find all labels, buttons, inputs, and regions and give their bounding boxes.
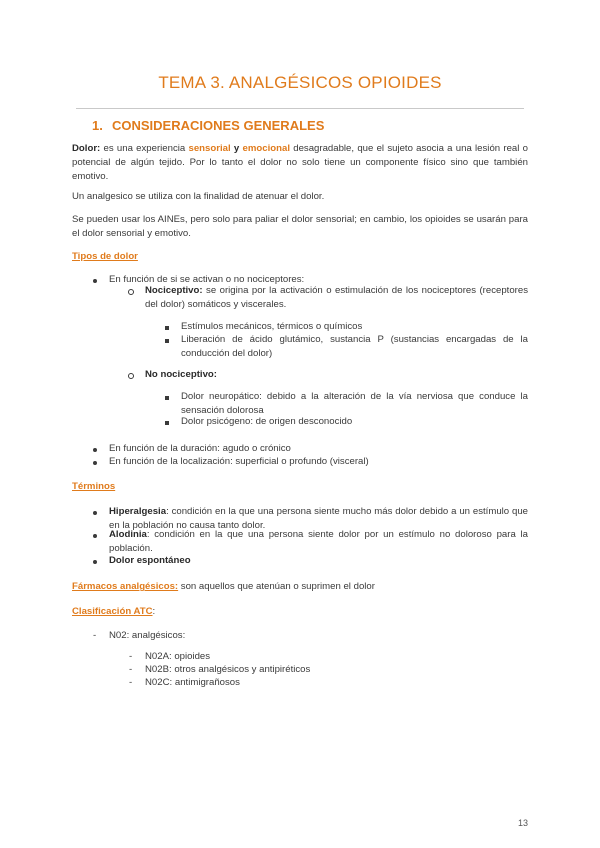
intro-paragraph-aines: Se pueden usar los AINEs, pero solo para paliar el dolor sensorial; en cambio, los opioides se usarán para el dolor sensorial y emotivo.: [72, 214, 528, 239]
bullet-dot: [93, 560, 97, 564]
hiperalgesia-label: Hiperalgesia: [109, 506, 167, 517]
section-heading: [92, 118, 324, 133]
atc-n02a: N02A: opioides: [145, 651, 211, 662]
dash-marker: -: [129, 677, 133, 688]
nociceptivo-text: se origina por la activación o estimulación de los nociceptores (receptores del dolor) somáticos y viscerales.: [145, 285, 528, 310]
no-nociceptivo-item: [145, 368, 528, 382]
no-nociceptivo-sub-psicogeno: Dolor psicógeno: de origen desconocido: [181, 416, 353, 427]
title-divider: [76, 108, 524, 109]
dolor-term: Dolor:: [72, 143, 101, 154]
page-number: 13: [518, 818, 529, 828]
tipos-item-localizacion: En función de la localización: superficial o profundo (visceral): [109, 456, 369, 467]
nociceptivo-sub-liberacion: Liberación de ácido glutámico, sustancia P (sustancias encargadas de la conducción del dolor): [181, 334, 528, 359]
nociceptivo-item: [145, 284, 528, 312]
hiperalgesia-text: : condición en la que una persona siente mucho más dolor debido a un estímulo que en la población no causa tanto dolor.: [109, 506, 528, 531]
dash-marker: -: [93, 630, 97, 641]
sensorial-term: sensorial: [188, 143, 231, 154]
bullet-square: [165, 421, 169, 425]
bullet-dot: [93, 448, 97, 452]
y-conj: y: [233, 143, 240, 154]
bullet-dot: [93, 534, 97, 538]
section-number: 1.: [92, 118, 103, 133]
farmacos-text: son aquellos que atenúan o suprimen el dolor: [180, 581, 375, 592]
intro-paragraph-dolor: [72, 142, 528, 184]
termino-dolor-espontaneo: [109, 554, 528, 568]
no-nociceptivo-sub-neuropatico: Dolor neuropático: debido a la alteración de la vía nerviosa que conduce la sensación dolorosa: [181, 391, 528, 416]
section-label: CONSIDERACIONES GENERALES: [112, 118, 325, 133]
alodinia-text: : condición en la que una persona siente dolor por un estímulo no doloroso para la población.: [109, 529, 528, 554]
bullet-dot: [93, 511, 97, 515]
bullet-dot: [93, 279, 97, 283]
no-nociceptivo-label: No nociceptivo:: [145, 369, 217, 380]
intro-text-b: desagradable, que el sujeto asocia a una lesión real o potencial de algún tejido. Por lo tanto el dolor no solo tiene un componente físico sino que también emotivo.: [72, 143, 528, 182]
farmacos-line: [72, 580, 528, 594]
atc-heading: Clasificación ATC: [72, 606, 153, 617]
atc-colon: :: [152, 606, 156, 617]
tipos-item-duracion: En función de la duración: agudo o crónico: [109, 443, 291, 454]
dash-marker: -: [129, 651, 133, 662]
intro-paragraph-analgesico: Un analgesico se utiliza con la finalidad de atenuar el dolor.: [72, 191, 325, 202]
page-title: TEMA 3. ANALGÉSICOS OPIOIDES: [158, 73, 442, 92]
farmacos-heading: Fármacos analgésicos:: [72, 581, 179, 592]
tipos-item-nociceptores: En función de si se activan o no nociceptores:: [109, 274, 305, 285]
nociceptivo-label: Nociceptivo:: [145, 285, 203, 296]
intro-text-a: es una experiencia: [103, 143, 186, 154]
bullet-square: [165, 326, 169, 330]
bullet-circle: [128, 289, 134, 295]
atc-n02c: N02C: antimigrañosos: [145, 677, 240, 688]
alodinia-label: Alodinia: [109, 529, 147, 540]
termino-alodinia: [109, 528, 528, 556]
bullet-square: [165, 396, 169, 400]
bullet-circle: [128, 373, 134, 379]
bullet-square: [165, 339, 169, 343]
atc-line: [72, 605, 528, 619]
atc-n02b: N02B: otros analgésicos y antipiréticos: [145, 664, 311, 675]
bullet-dot: [93, 461, 97, 465]
dash-marker: -: [129, 664, 133, 675]
emocional-term: emocional: [242, 143, 290, 154]
nociceptivo-sub-estimulos: Estímulos mecánicos, térmicos o químicos: [181, 321, 363, 332]
terminos-heading: Términos: [72, 481, 116, 492]
dolor-espontaneo-label: Dolor espontáneo: [109, 555, 191, 566]
tipos-heading: Tipos de dolor: [72, 251, 138, 262]
atc-n02: N02: analgésicos:: [109, 630, 186, 641]
